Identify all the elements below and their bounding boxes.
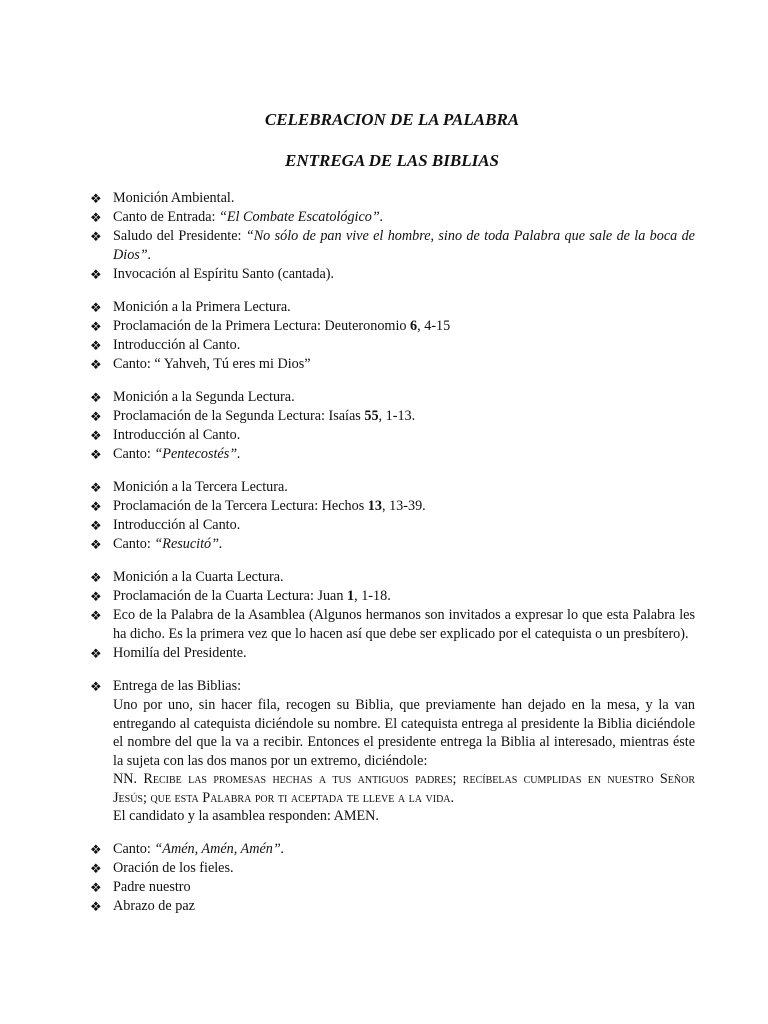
diamond-bullet-icon: ❖	[90, 357, 102, 372]
assembly-response: El candidato y la asamblea responden: AMEN.	[113, 808, 379, 824]
diamond-bullet-icon: ❖	[90, 447, 102, 462]
diamond-bullet-icon: ❖	[90, 409, 102, 424]
diamond-bullet-icon: ❖	[90, 879, 102, 895]
diamond-bullet-icon: ❖	[90, 480, 102, 495]
list-item: ❖ Canto: “Pentecostés”.	[90, 446, 241, 462]
diamond-bullet-icon: ❖	[90, 646, 102, 661]
group-closing	[90, 840, 695, 916]
diamond-bullet-icon: ❖	[90, 570, 102, 585]
diamond-bullet-icon: ❖	[90, 499, 102, 514]
order-list	[90, 189, 695, 930]
diamond-bullet-icon: ❖	[90, 589, 102, 604]
group-bible-delivery	[90, 677, 695, 826]
list-item: ❖ Padre nuestro	[90, 878, 191, 895]
delivery-instructions: Uno por uno, sin hacer fila, recogen su Biblia, que previamente han dejado en la mesa, y la van entregando al catequista diciéndole su nombre. El catequista entrega al presidente la Biblia diciéndole el nombre del que la va a recibir. Entonces el presidente entrega la Biblia al interesado, mientras éste la sujeta con las dos manos por un extremo, diciéndole:	[113, 697, 695, 769]
diamond-bullet-icon: ❖	[90, 319, 102, 334]
diamond-bullet-icon: ❖	[90, 679, 102, 694]
diamond-bullet-icon: ❖	[90, 267, 102, 282]
diamond-bullet-icon: ❖	[90, 191, 102, 206]
list-item: ❖ Proclamación de la Primera Lectura: Deuteronomio 6, 4-15	[90, 318, 451, 334]
list-item: ❖ Saludo del Presidente: “No sólo de pan vive el hombre, sino de toda Palabra que sale de la boca de Dios”.	[90, 228, 695, 263]
list-item: ❖ Proclamación de la Cuarta Lectura: Juan 1, 1-18.	[90, 588, 391, 604]
list-item: ❖ Introducción al Canto.	[90, 427, 241, 443]
list-item: ❖ Homilía del Presidente.	[90, 645, 247, 661]
list-item: ❖ Monición a la Segunda Lectura.	[90, 389, 295, 405]
document-title: CELEBRACION DE LA PALABRA	[264, 110, 520, 129]
list-item: ❖ Canto: “Resucitó”.	[90, 536, 223, 552]
group-second-reading	[90, 388, 695, 464]
list-item: ❖ Introducción al Canto.	[90, 517, 241, 533]
list-item: ❖ Proclamación de la Tercera Lectura: Hechos 13, 13-39.	[90, 498, 426, 514]
list-item: ❖ Canto: “ Yahveh, Tú eres mi Dios”	[90, 356, 311, 372]
diamond-bullet-icon: ❖	[90, 428, 102, 443]
list-item: ❖ Canto de Entrada: “El Combate Escatológico”.	[90, 209, 384, 225]
diamond-bullet-icon: ❖	[90, 300, 102, 315]
delivery-formula: NN. Recibe las promesas hechas a tus antiguos padres; recíbelas cumplidas en nuestro Señor Jesús; que esta Palabra por ti aceptada te lleve a la vida.	[113, 771, 695, 806]
list-item: ❖ Abrazo de paz	[90, 897, 195, 914]
group-third-reading	[90, 478, 695, 554]
group-first-reading	[90, 298, 695, 374]
list-item: ❖ Monición Ambiental.	[90, 190, 235, 206]
list-item: ❖ Entrega de las Biblias:	[90, 678, 242, 694]
list-item: ❖ Monición a la Tercera Lectura.	[90, 479, 288, 495]
list-item: ❖ Eco de la Palabra de la Asamblea (Algunos hermanos son invitados a expresar lo que esta Palabra les ha dicho. Es la primera vez que lo hacen así que debe ser explicado por el catequista o un presbítero).	[90, 607, 695, 642]
diamond-bullet-icon: ❖	[90, 518, 102, 533]
diamond-bullet-icon: ❖	[90, 608, 102, 623]
group-fourth-reading	[90, 568, 695, 663]
diamond-bullet-icon: ❖	[90, 229, 102, 244]
list-item: ❖ Oración de los fieles.	[90, 859, 234, 876]
list-item: ❖ Canto: “Amén, Amén, Amén”.	[90, 840, 285, 857]
document-subtitle: ENTREGA DE LAS BIBLIAS	[285, 151, 499, 170]
diamond-bullet-icon: ❖	[90, 210, 102, 225]
diamond-bullet-icon: ❖	[90, 338, 102, 353]
list-item: ❖ Invocación al Espíritu Santo (cantada).	[90, 266, 335, 282]
diamond-bullet-icon: ❖	[90, 841, 102, 857]
diamond-bullet-icon: ❖	[90, 860, 102, 876]
list-item: ❖ Monición a la Cuarta Lectura.	[90, 569, 284, 585]
diamond-bullet-icon: ❖	[90, 537, 102, 552]
group-opening	[90, 189, 695, 284]
list-item: ❖ Introducción al Canto.	[90, 337, 241, 353]
list-item: ❖ Proclamación de la Segunda Lectura: Isaías 55, 1-13.	[90, 408, 416, 424]
list-item: ❖ Monición a la Primera Lectura.	[90, 299, 291, 315]
diamond-bullet-icon: ❖	[90, 898, 102, 914]
diamond-bullet-icon: ❖	[90, 390, 102, 405]
